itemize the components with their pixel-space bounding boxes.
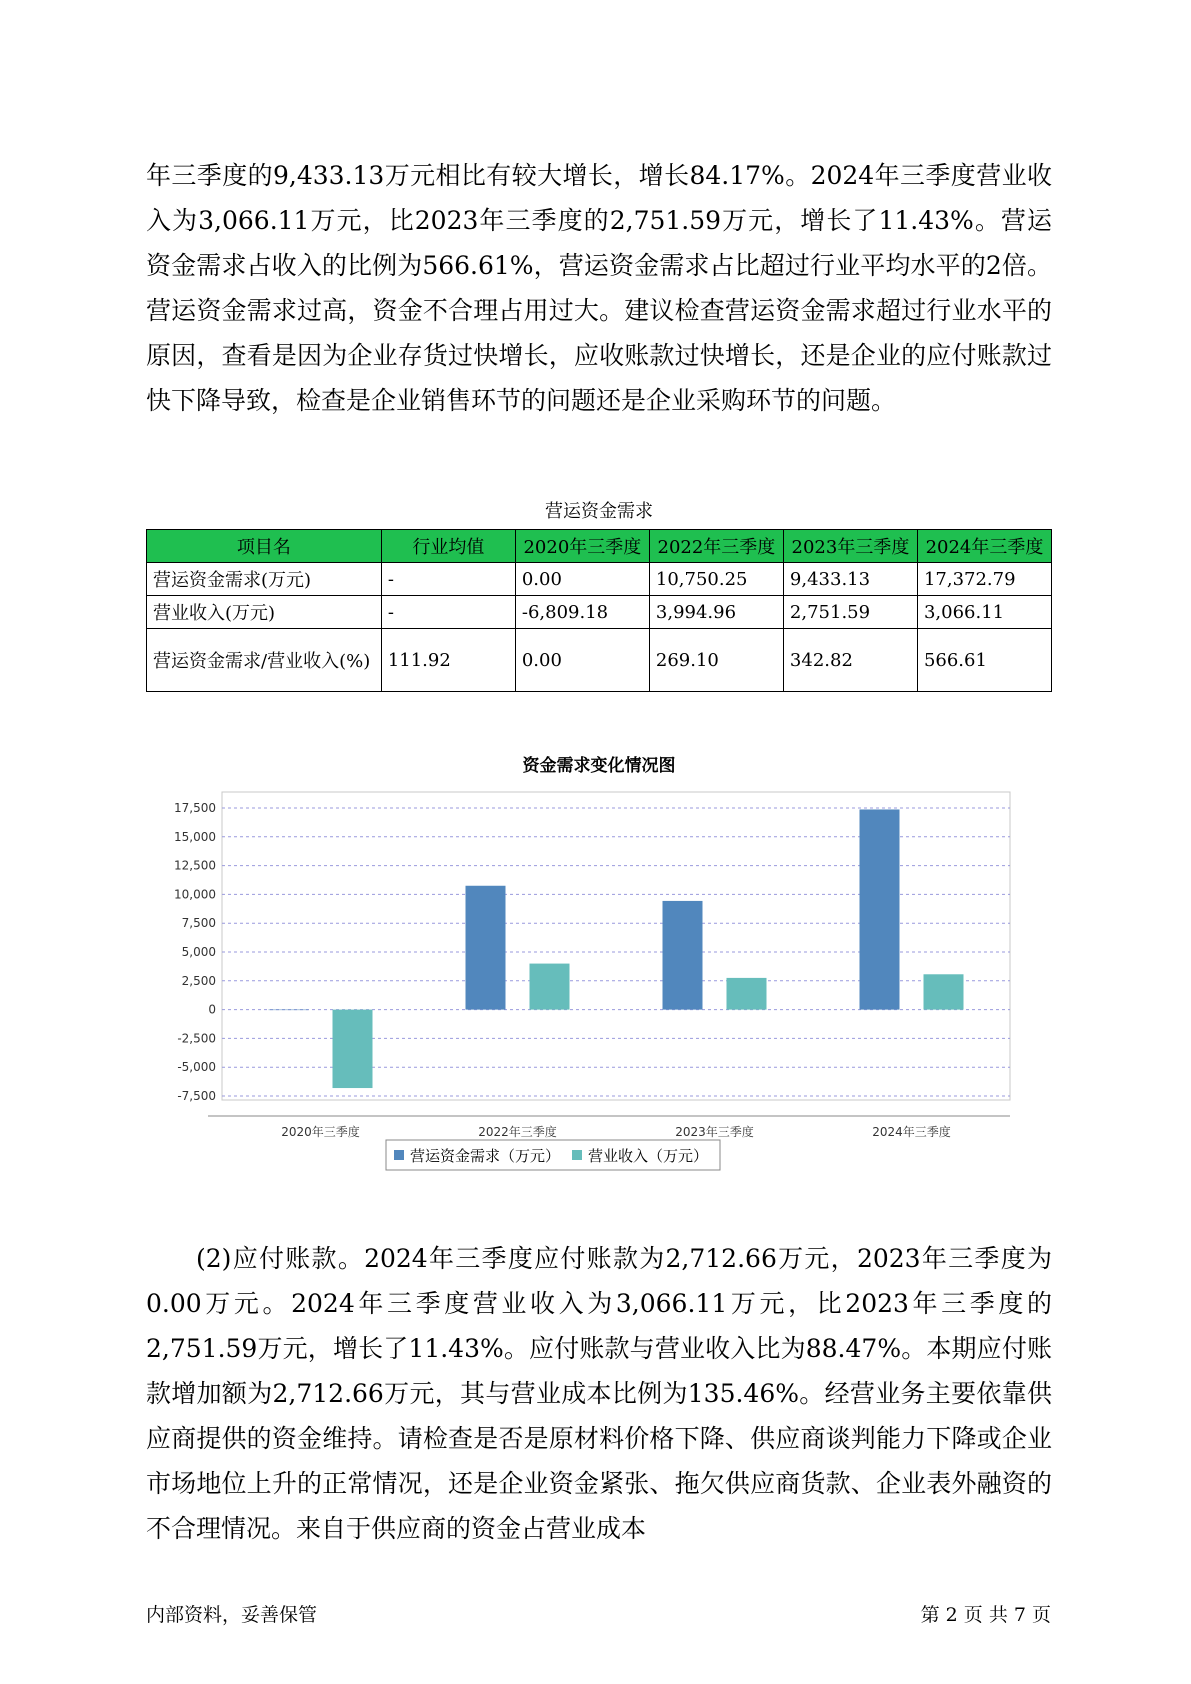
x-tick-label: 2024年三季度 <box>872 1125 951 1139</box>
table-cell: 10,750.25 <box>649 563 783 596</box>
bar-revenue <box>333 1010 373 1088</box>
y-tick-label: 0 <box>208 1002 216 1017</box>
table-cell: 17,372.79 <box>917 563 1051 596</box>
y-tick-label: -5,000 <box>177 1060 216 1075</box>
y-tick-label: 17,500 <box>174 801 216 815</box>
y-tick-label: 10,000 <box>174 887 216 902</box>
y-tick-label: 5,000 <box>181 945 216 959</box>
table-cell: 9,433.13 <box>783 563 917 596</box>
y-tick-label: -2,500 <box>177 1031 216 1046</box>
x-tick-label: 2020年三季度 <box>281 1125 360 1139</box>
table-cell: 0.00 <box>515 629 649 692</box>
chart-title: 资金需求变化情况图 <box>522 756 676 776</box>
table-cell: 营业收入(万元) <box>147 596 382 629</box>
body-paragraph-1: 年三季度的9,433.13万元相比有较大增长，增长84.17%。2024年三季度营业收入为3,066.11万元，比2023年三季度的2,751.59万元，增长了11.43%。营运资金需求占收入的比例为566.61%，营运资金需求占比超过行业平均水平的2倍。营运资金需求过高，资金不合理占用过大。建议检查营运资金需求超过行业水平的原因，查看是因为企业存货过快增长，应收账款过快增长，还是企业的应付账款过快下降导致，检查是企业销售环节的问题还是企业采购环节的问题。 <box>146 161 1052 415</box>
y-tick-label: 12,500 <box>174 858 216 873</box>
legend-swatch <box>572 1150 582 1160</box>
header-industry-avg: 行业均值 <box>381 530 515 563</box>
bar-working-capital <box>663 901 703 1010</box>
table-cell: - <box>381 563 515 596</box>
table-header-row <box>147 530 1052 563</box>
legend-label: 营业收入（万元） <box>588 1147 709 1165</box>
header-2022q3: 2022年三季度 <box>649 530 783 563</box>
table-cell: - <box>381 596 515 629</box>
table-row <box>147 596 1052 629</box>
x-tick-label: 2022年三季度 <box>478 1125 557 1139</box>
table-cell: -6,809.18 <box>515 596 649 629</box>
y-tick-label: -7,500 <box>177 1089 216 1103</box>
y-tick-label: 7,500 <box>181 916 216 931</box>
x-tick-label: 2023年三季度 <box>675 1125 754 1139</box>
table-cell: 3,994.96 <box>649 596 783 629</box>
bar-working-capital <box>466 886 506 1010</box>
table-caption: 营运资金需求 <box>545 501 653 522</box>
bar-revenue <box>727 978 767 1010</box>
y-tick-label: 2,500 <box>181 973 216 988</box>
legend-swatch <box>394 1150 404 1160</box>
table-cell: 营运资金需求/营业收入(%) <box>147 629 382 692</box>
legend-label: 营运资金需求（万元） <box>410 1147 561 1165</box>
bar-working-capital <box>860 809 900 1009</box>
table-cell: 566.61 <box>917 629 1051 692</box>
bar-revenue <box>530 964 570 1010</box>
table-cell: 0.00 <box>515 563 649 596</box>
header-2024q3: 2024年三季度 <box>917 530 1051 563</box>
table-row <box>147 629 1052 692</box>
table-cell: 342.82 <box>783 629 917 692</box>
y-tick-label: 15,000 <box>174 829 216 844</box>
table-row <box>147 563 1052 596</box>
header-2023q3: 2023年三季度 <box>783 530 917 563</box>
bar-revenue <box>924 974 964 1009</box>
header-item-name: 项目名 <box>147 530 382 563</box>
bar-working-capital <box>269 1010 309 1011</box>
footer-confidential-note: 内部资料，妥善保管 <box>146 1604 318 1626</box>
table-cell: 营运资金需求(万元) <box>147 563 382 596</box>
table-cell: 269.10 <box>649 629 783 692</box>
working-capital-table <box>146 529 1052 692</box>
table-cell: 111.92 <box>381 629 515 692</box>
table-cell: 3,066.11 <box>917 596 1051 629</box>
header-2020q3: 2020年三季度 <box>515 530 649 563</box>
footer-page-number: 第 2 页 共 7 页 <box>920 1604 1051 1626</box>
body-paragraph-2: (2)应付账款。2024年三季度应付账款为2,712.66万元，2023年三季度为0.00万元。2024年三季度营业收入为3,066.11万元，比2023年三季度的2,751.59万元，增长了11.43%。应付账款与营业收入比为88.47%。本期应付账款增加额为2,712.66万元，其与营业成本比例为135.46%。经营业务主要依靠供应商提供的资金维持。请检查是否是原材料价格下降、供应商谈判能力下降或企业市场地位上升的正常情况，还是企业资金紧张、拖欠供应商货款、企业表外融资的不合理情况。来自于供应商的资金占营业成本 <box>146 1244 1052 1543</box>
fund-demand-chart <box>146 780 1052 1200</box>
table-cell: 2,751.59 <box>783 596 917 629</box>
